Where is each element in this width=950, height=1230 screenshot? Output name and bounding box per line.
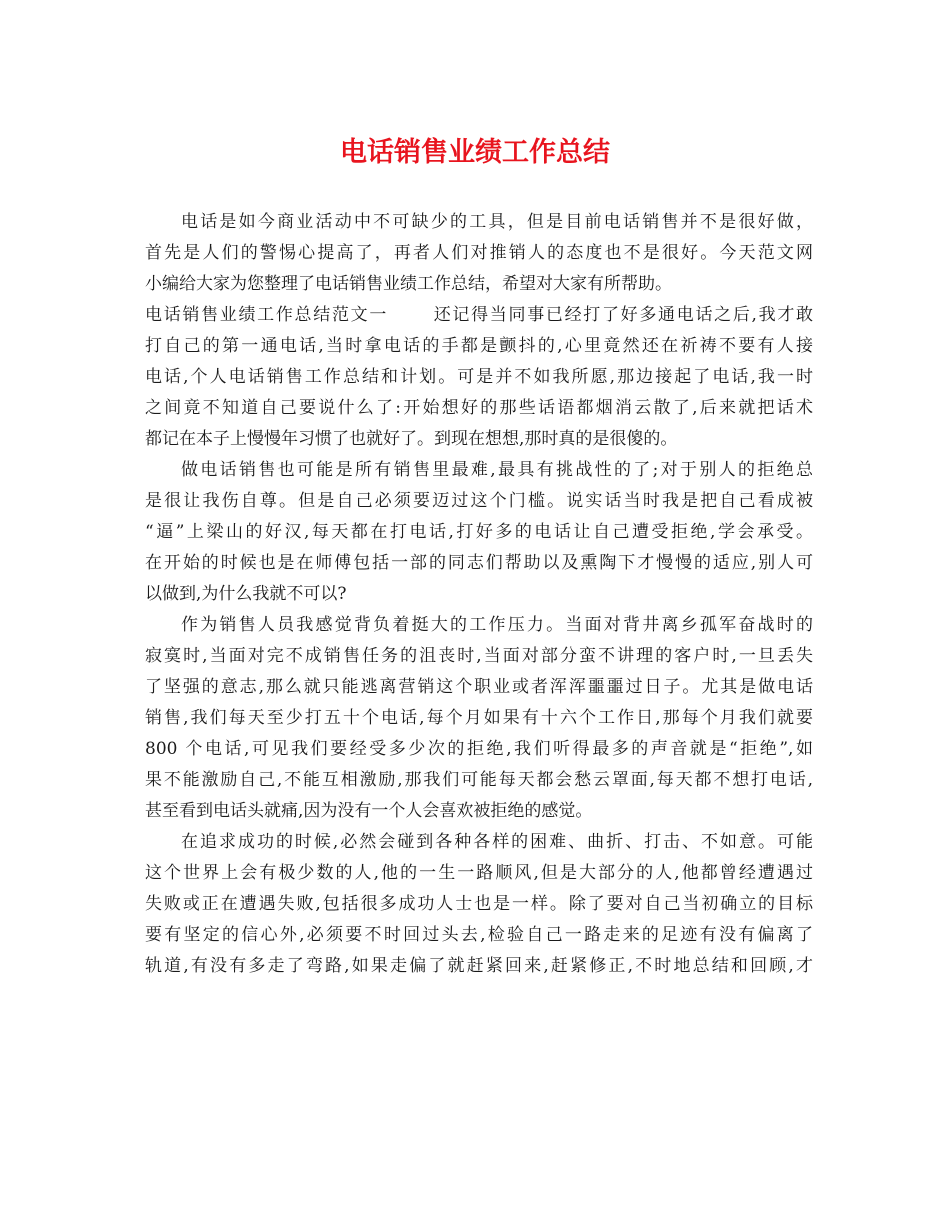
text-line: 甚至看到电话头就痛,因为没有一个人会喜欢被拒绝的感觉。 [145, 801, 593, 821]
text-line: 以做到,为什么我就不可以? [145, 584, 347, 604]
text-line: 在开始的时候也是在师傅包括一部的同志们帮助以及熏陶下才慢慢的适应,别人可 [145, 553, 813, 573]
text-line: 首先是人们的警惕心提高了，再者人们对推销人的态度也不是很好。今天范文网 [145, 243, 813, 263]
text-line: 失败或正在遭遇失败,包括很多成功人士也是一样。除了要对自己当初确立的目标 [145, 894, 813, 914]
document-title: 电话销售业绩工作总结 [340, 137, 610, 168]
section-heading: 电话销售业绩工作总结范文一 [145, 305, 389, 325]
text-line: 了坚强的意志,那么就只能逃离营销这个职业或者浑浑噩噩过日子。尤其是做电话 [145, 677, 813, 697]
text-line: 轨道,有没有多走了弯路,如果走偏了就赶紧回来,赶紧修正,不时地总结和回顾,才 [145, 956, 813, 976]
text-line: 销售,我们每天至少打五十个电话,每个月如果有十六个工作日,那每个月我们就要 [145, 708, 813, 728]
text-line: 要有坚定的信心外,必须要不时回过头去,检验自己一路走来的足迹有没有偏离了 [145, 925, 813, 945]
text-line: 电话,个人电话销售工作总结和计划。可是并不如我所愿,那边接起了电话,我一时 [145, 367, 813, 387]
text-line-with-heading [145, 300, 813, 331]
text-line: 在追求成功的时候,必然会碰到各种各样的困难、曲折、打击、不如意。可能 [181, 832, 813, 852]
text-line: 是很让我伤自尊。但是自己必须要迈过这个门槛。说实话当时我是把自己看成被 [145, 491, 813, 511]
text-line: 都记在本子上慢慢年习惯了也就好了。到现在想想,那时真的是很傻的。 [145, 429, 678, 449]
text-line: 这个世界上会有极少数的人,他的一生一路顺风,但是大部分的人,他都曾经遭遇过 [145, 863, 813, 883]
text-line: 电话是如今商业活动中不可缺少的工具，但是目前电话销售并不是很好做， [181, 212, 813, 232]
text-line: 打自己的第一通电话,当时拿电话的手都是颤抖的,心里竟然还在祈祷不要有人接 [145, 336, 813, 356]
text-line: 800 个电话,可见我们要经受多少次的拒绝,我们听得最多的声音就是“拒绝”,如 [145, 739, 813, 759]
document-body [145, 207, 813, 982]
text-line: 作为销售人员我感觉背负着挺大的工作压力。当面对背井离乡孤军奋战时的 [181, 615, 813, 635]
text-line: 做电话销售也可能是所有销售里最难,最具有挑战性的了;对于别人的拒绝总 [181, 460, 813, 480]
text-line: “逼”上梁山的好汉,每天都在打电话,打好多的电话让自己遭受拒绝,学会承受。 [145, 522, 813, 542]
text-line: 小编给大家为您整理了电话销售业绩工作总结，希望对大家有所帮助。 [145, 274, 672, 294]
section-text: 还记得当同事已经打了好多通电话之后,我才敢 [432, 305, 813, 325]
text-line: 寂寞时,当面对完不成销售任务的沮丧时,当面对部分蛮不讲理的客户时,一旦丢失 [145, 646, 813, 666]
text-line: 果不能激励自己,不能互相激励,那我们可能每天都会愁云罩面,每天都不想打电话, [145, 770, 813, 790]
text-line: 之间竟不知道自己要说什么了:开始想好的那些话语都烟消云散了,后来就把话术 [145, 398, 813, 418]
